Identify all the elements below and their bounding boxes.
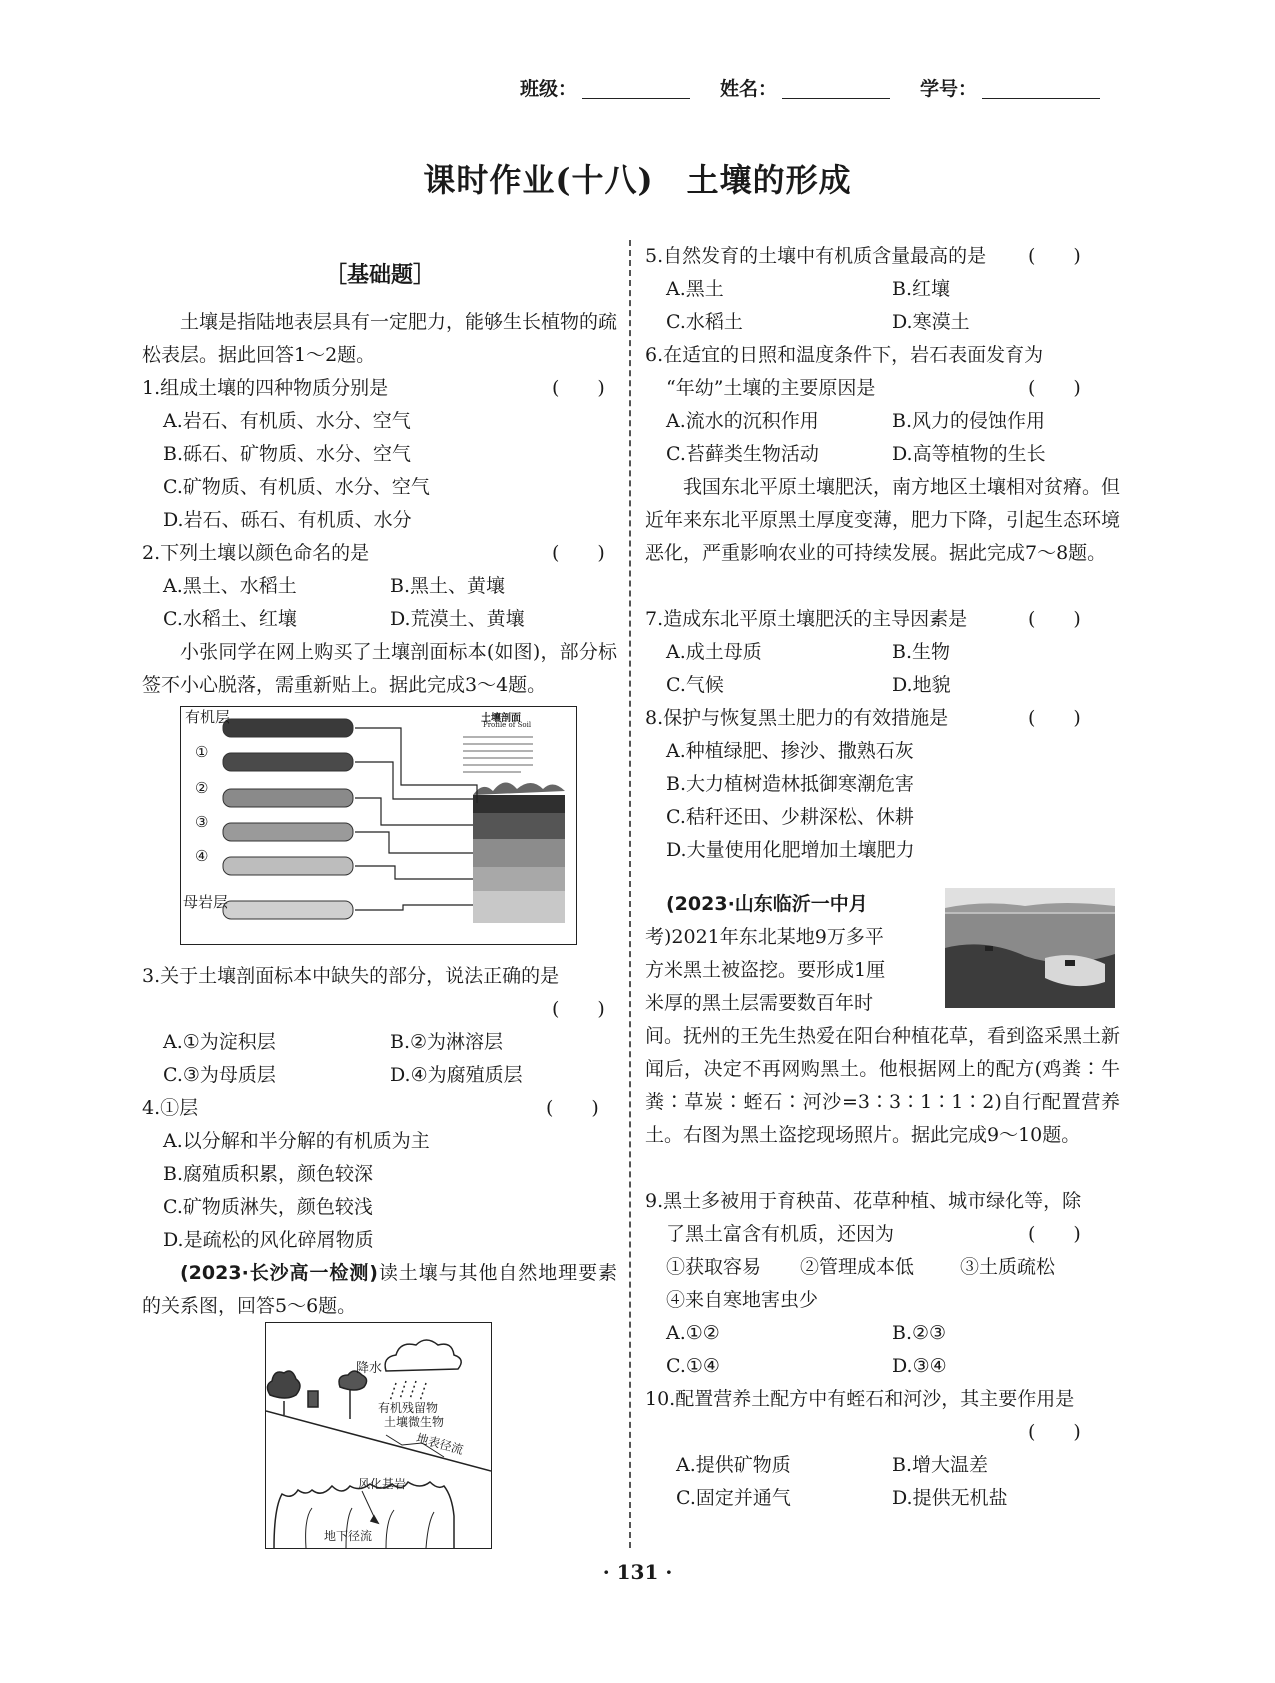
q5-option[interactable]: C.水稻土 bbox=[666, 311, 743, 333]
intro-q9-10-rest: 间。抚州的王先生热爱在阳台种植花草，看到盗采黑土新闻后，决定不再网购黑土。他根据网上的配方(鸡粪∶牛粪∶草炭∶蛭石∶河沙=3∶3∶1∶1∶2)自行配置营养土。右图为黑土盗挖现场照片。据此完成9～10题。 bbox=[645, 1025, 1121, 1146]
q9-answer-paren[interactable]: ( ) bbox=[1028, 1223, 1081, 1245]
intro-q1-2: 土壤是指陆地表层具有一定肥力，能够生长植物的疏松表层。据此回答1～2题。 bbox=[142, 311, 618, 366]
layer-label: 母岩层 bbox=[183, 893, 229, 911]
q3-option[interactable]: B.②为淋溶层 bbox=[390, 1031, 504, 1053]
q9-option[interactable]: B.②③ bbox=[892, 1322, 947, 1344]
intro-q9-10-line3: 方米黑土被盗挖。要形成1厘 bbox=[645, 959, 886, 981]
soil-profile-drawing bbox=[181, 707, 576, 944]
q3-stem: 3.关于土壤剖面标本中缺失的部分，说法正确的是 bbox=[142, 965, 560, 987]
q5-answer-paren[interactable]: ( ) bbox=[1028, 245, 1081, 267]
q6-option[interactable]: A.流水的沉积作用 bbox=[666, 410, 819, 432]
q9-item: ②管理成本低 bbox=[800, 1256, 915, 1278]
q2-answer-paren[interactable]: ( ) bbox=[552, 542, 605, 564]
label-ground-runoff: 地下径流 bbox=[324, 1529, 373, 1543]
q5-stem: 5.自然发育的土壤中有机质含量最高的是 bbox=[645, 245, 987, 267]
q4-answer-paren[interactable]: ( ) bbox=[546, 1097, 599, 1119]
intro-q9-10-line2: 考)2021年东北某地9万多平 bbox=[645, 926, 884, 948]
photo-drawing bbox=[945, 888, 1115, 1008]
q7-option[interactable]: D.地貌 bbox=[892, 674, 951, 696]
id-blank[interactable] bbox=[982, 98, 1100, 99]
q10-option[interactable]: B.增大温差 bbox=[892, 1454, 989, 1476]
q10-stem: 10.配置营养土配方中有蛭石和河沙，其主要作用是 bbox=[645, 1388, 1075, 1410]
q8-option[interactable]: A.种植绿肥、掺沙、撒熟石灰 bbox=[666, 740, 914, 762]
q8-answer-paren[interactable]: ( ) bbox=[1028, 707, 1081, 729]
student-info-header bbox=[520, 74, 1140, 104]
q10-option[interactable]: C.固定并通气 bbox=[676, 1487, 791, 1509]
label-runoff: 地表径流 bbox=[414, 1431, 465, 1457]
q9-option[interactable]: D.③④ bbox=[892, 1355, 947, 1377]
q1-option[interactable]: A.岩石、有机质、水分、空气 bbox=[163, 410, 411, 432]
q8-option[interactable]: C.秸秆还田、少耕深松、休耕 bbox=[666, 806, 914, 828]
q4-option[interactable]: D.是疏松的风化碎屑物质 bbox=[163, 1229, 374, 1251]
intro-q5-6 bbox=[142, 1257, 617, 1323]
intro-q9-10-line4: 米厚的黑土层需要数百年时 bbox=[645, 992, 874, 1014]
q2-option[interactable]: A.黑土、水稻土 bbox=[163, 575, 297, 597]
q6-stem-line2: “年幼”土壤的主要原因是 bbox=[666, 377, 876, 399]
black-soil-excavation-photo bbox=[945, 888, 1115, 1008]
q9-stem-line1: 9.黑土多被用于育秧苗、花草种植、城市绿化等，除 bbox=[645, 1190, 1082, 1212]
q1-option[interactable]: C.矿物质、有机质、水分、空气 bbox=[163, 476, 430, 498]
column-divider bbox=[629, 240, 631, 1548]
q4-stem: 4.①层 bbox=[142, 1097, 199, 1119]
q9-item: ③土质疏松 bbox=[960, 1256, 1056, 1278]
q5-option[interactable]: D.寒漠土 bbox=[892, 311, 970, 333]
class-blank[interactable] bbox=[582, 98, 690, 99]
label-rain: 降水 bbox=[356, 1361, 383, 1376]
q8-option[interactable]: B.大力植树造林抵御寒潮危害 bbox=[666, 773, 915, 795]
q4-option[interactable]: A.以分解和半分解的有机质为主 bbox=[163, 1130, 430, 1152]
q7-stem: 7.造成东北平原土壤肥沃的主导因素是 bbox=[645, 608, 968, 630]
intro-text: 读土壤与其他自然地理要素的关系图，回答5～6题。 bbox=[142, 1262, 617, 1317]
q7-option[interactable]: C.气候 bbox=[666, 674, 724, 696]
q4-option[interactable]: C.矿物质淋失，颜色较浅 bbox=[163, 1196, 373, 1218]
layer-label: ④ bbox=[195, 847, 209, 865]
q5-option[interactable]: B.红壤 bbox=[892, 278, 951, 300]
panel-subtitle: Profile of Soil bbox=[483, 721, 532, 729]
intro-q3-4: 小张同学在网上购买了土壤剖面标本(如图)，部分标签不小心脱落，需重新贴上。据此完成3～4题。 bbox=[142, 641, 617, 696]
q7-answer-paren[interactable]: ( ) bbox=[1028, 608, 1081, 630]
q9-option[interactable]: C.①④ bbox=[666, 1355, 720, 1377]
q4-option[interactable]: B.腐殖质积累，颜色较深 bbox=[163, 1163, 374, 1185]
name-blank[interactable] bbox=[782, 98, 890, 99]
q1-stem: 1.组成土壤的四种物质分别是 bbox=[142, 377, 389, 399]
class-label: 班级： bbox=[520, 78, 578, 100]
layer-label: ② bbox=[195, 779, 209, 797]
q3-option[interactable]: C.③为母质层 bbox=[163, 1064, 276, 1086]
source-tag: (2023·山东临沂一中月 bbox=[666, 893, 868, 915]
q8-option[interactable]: D.大量使用化肥增加土壤肥力 bbox=[666, 839, 915, 861]
q9-item: ④来自寒地害虫少 bbox=[666, 1289, 819, 1311]
q9-item: ①获取容易 bbox=[666, 1256, 762, 1278]
label-microbe: 土壤微生物 bbox=[384, 1415, 445, 1429]
page-title: 课时作业(十八) 土壤的形成 bbox=[423, 161, 852, 199]
soil-profile-figure bbox=[180, 706, 577, 945]
source-tag: (2023·长沙高一检测) bbox=[180, 1262, 378, 1284]
q10-option[interactable]: D.提供无机盐 bbox=[892, 1487, 1008, 1509]
layer-label: ③ bbox=[195, 813, 209, 831]
q3-option[interactable]: A.①为淀积层 bbox=[163, 1031, 276, 1053]
q1-answer-paren[interactable]: ( ) bbox=[552, 377, 605, 399]
q7-option[interactable]: A.成土母质 bbox=[666, 641, 762, 663]
label-organic: 有机残留物 bbox=[378, 1401, 439, 1415]
intro-q9-10-line1 bbox=[666, 888, 868, 921]
q10-option[interactable]: A.提供矿物质 bbox=[676, 1454, 791, 1476]
layer-label: ① bbox=[195, 743, 209, 761]
q6-stem-line1: 6.在适宜的日照和温度条件下，岩石表面发育为 bbox=[645, 344, 1044, 366]
label-bedrock: 风化基岩 bbox=[358, 1477, 407, 1491]
q2-option[interactable]: C.水稻土、红壤 bbox=[163, 608, 297, 630]
q2-option[interactable]: D.荒漠土、黄壤 bbox=[390, 608, 525, 630]
q10-answer-paren[interactable]: ( ) bbox=[1028, 1421, 1081, 1443]
layer-label: 有机层 bbox=[185, 708, 231, 726]
q6-option[interactable]: B.风力的侵蚀作用 bbox=[892, 410, 1046, 432]
q5-option[interactable]: A.黑土 bbox=[666, 278, 724, 300]
panel-title: 土壤剖面 bbox=[481, 713, 521, 724]
q6-answer-paren[interactable]: ( ) bbox=[1028, 377, 1081, 399]
page-number: · 131 · bbox=[602, 1560, 673, 1584]
q2-option[interactable]: B.黑土、黄壤 bbox=[390, 575, 506, 597]
q8-stem: 8.保护与恢复黑土肥力的有效措施是 bbox=[645, 707, 949, 729]
soil-relation-figure bbox=[265, 1322, 492, 1549]
q6-option[interactable]: C.苔藓类生物活动 bbox=[666, 443, 819, 465]
q3-option[interactable]: D.④为腐殖质层 bbox=[390, 1064, 523, 1086]
q6-option[interactable]: D.高等植物的生长 bbox=[892, 443, 1046, 465]
q9-option[interactable]: A.①② bbox=[666, 1322, 720, 1344]
q7-option[interactable]: B.生物 bbox=[892, 641, 951, 663]
intro-q7-8: 我国东北平原土壤肥沃，南方地区土壤相对贫瘠。但近年来东北平原黑土厚度变薄，肥力下降，引起生态环境恶化，严重影响农业的可持续发展。据此完成7～8题。 bbox=[645, 476, 1121, 564]
name-label: 姓名： bbox=[720, 78, 778, 100]
q1-option[interactable]: B.砾石、矿物质、水分、空气 bbox=[163, 443, 412, 465]
q2-stem: 2.下列土壤以颜色命名的是 bbox=[142, 542, 370, 564]
section-heading: ［基础题］ bbox=[325, 263, 436, 288]
id-label: 学号： bbox=[920, 78, 978, 100]
q9-stem-line2: 了黑土富含有机质，还因为 bbox=[666, 1223, 895, 1245]
q3-answer-paren[interactable]: ( ) bbox=[552, 998, 605, 1020]
q1-option[interactable]: D.岩石、砾石、有机质、水分 bbox=[163, 509, 412, 531]
